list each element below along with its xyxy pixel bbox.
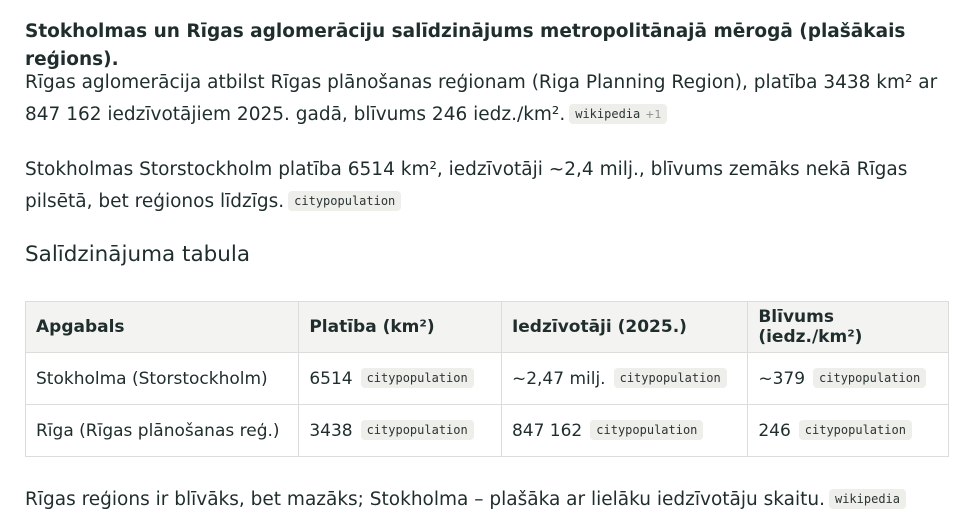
cell-value: 3438 — [309, 421, 353, 441]
cell-area: Rīga (Rīgas plānošanas reģ.) — [26, 405, 299, 457]
source-badge-citypopulation[interactable]: citypopulation — [288, 191, 401, 211]
source-badge-citypopulation[interactable]: citypopulation — [799, 420, 912, 440]
paragraph-stockholm-text: Stokholmas Storstockholm platība 6514 km², iedzīvotāji ~2,4 milj., blīvums zemāks nekā Rīgas pilsētā, bet reģionos līdzīgs. — [25, 159, 908, 212]
table-row — [26, 353, 949, 405]
cell-value: 246 — [758, 421, 791, 441]
source-badge-citypopulation[interactable]: citypopulation — [590, 420, 703, 440]
paragraph-stockholm — [25, 154, 960, 218]
comparison-table — [25, 301, 949, 457]
paragraph-riga-text: Rīgas aglomerācija atbilst Rīgas plānošanas reģionam (Riga Planning Region), platība 3438 km² ar 847 162 iedzīvotājiem 2025. gadā, blīvums 246 iedz./km². — [25, 72, 938, 125]
source-badge-more: +1 — [645, 108, 662, 121]
lead-heading: Stokholmas un Rīgas aglomerāciju salīdzinājums metropolitānajā mērogā (plašākais reģions). — [25, 21, 906, 70]
cell-size — [299, 405, 502, 457]
column-header-area: Apgabals — [26, 302, 299, 353]
cell-value: ~2,47 milj. — [511, 369, 606, 389]
cell-size — [299, 353, 502, 405]
paragraph-summary-text: Rīgas reģions ir blīvāks, bet mazāks; Stokholma – plašāka ar lielāku iedzīvotāju skaitu. — [25, 489, 825, 510]
source-badge-citypopulation[interactable]: citypopulation — [361, 420, 474, 440]
paragraph-riga — [25, 67, 960, 131]
paragraph-summary — [25, 484, 960, 516]
cell-area: Stokholma (Storstockholm) — [26, 353, 299, 405]
cell-value: 847 162 — [511, 421, 583, 441]
section-title: Salīdzinājuma tabula — [25, 242, 251, 267]
cell-value: 6514 — [309, 369, 353, 389]
table-header-row — [26, 302, 949, 353]
cell-density — [748, 405, 949, 457]
column-header-population: Iedzīvotāji (2025.) — [501, 302, 747, 353]
cell-density — [748, 353, 949, 405]
source-badge-citypopulation[interactable]: citypopulation — [614, 368, 727, 388]
column-header-density: Blīvums (iedz./km²) — [748, 302, 949, 353]
source-badge-wikipedia[interactable]: wikipedia — [829, 489, 906, 509]
table-row — [26, 405, 949, 457]
cell-value: ~379 — [758, 369, 806, 389]
cell-population — [501, 405, 747, 457]
column-header-size: Platība (km²) — [299, 302, 502, 353]
source-badge-wikipedia[interactable] — [569, 104, 667, 124]
source-badge-label: wikipedia — [575, 107, 641, 121]
cell-population — [501, 353, 747, 405]
source-badge-citypopulation[interactable]: citypopulation — [813, 368, 926, 388]
source-badge-citypopulation[interactable]: citypopulation — [361, 368, 474, 388]
